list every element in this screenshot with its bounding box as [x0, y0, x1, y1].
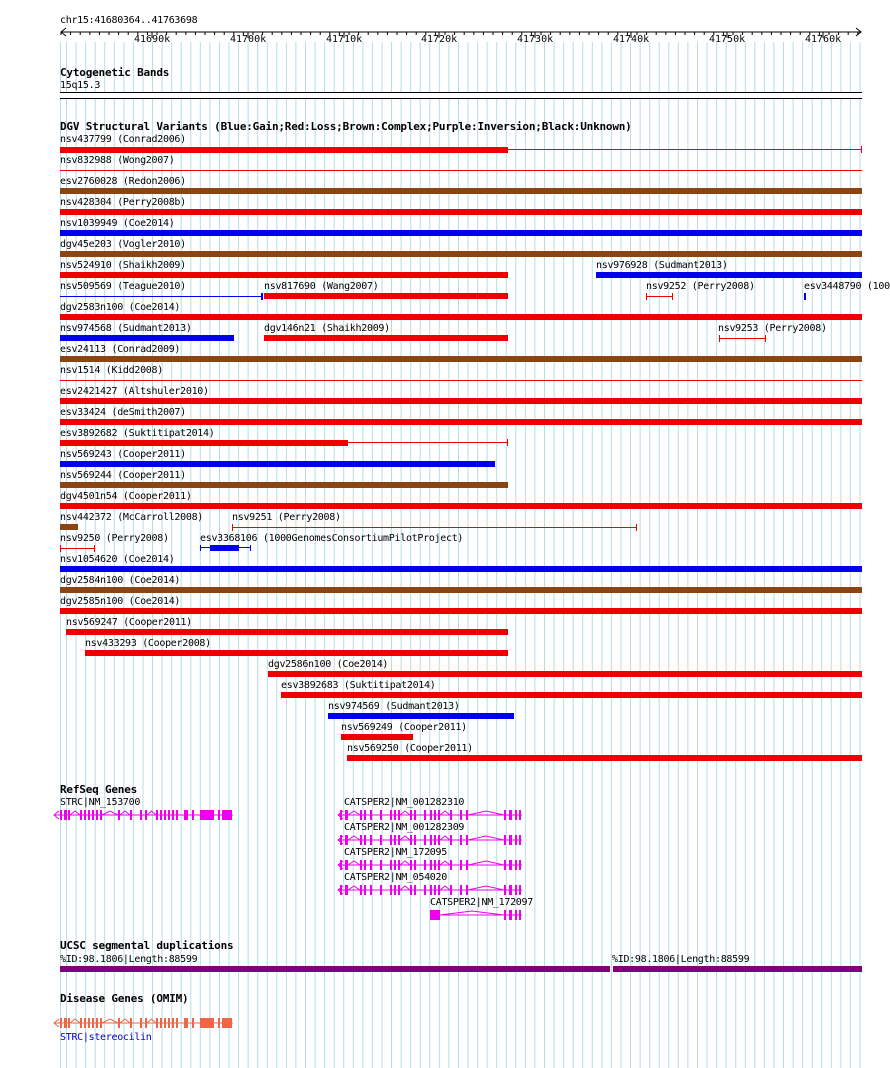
cytoband-label: 15q15.3 — [60, 80, 101, 91]
refseq-gene-label[interactable]: CATSPER2|NM_054020 — [344, 872, 447, 883]
dgv-variant-label[interactable]: esv3448790 (100 — [804, 281, 890, 292]
ruler-tick-label: 41750k — [709, 34, 746, 45]
segdup-track-title[interactable]: UCSC segmental duplications — [60, 939, 234, 952]
dgv-variant-label[interactable]: dgv2584n100 (Coe2014) — [60, 575, 181, 586]
dgv-variant-label[interactable]: dgv2586n100 (Coe2014) — [268, 659, 389, 670]
dgv-variant-label[interactable]: esv3892682 (Suktitipat2014) — [60, 428, 215, 439]
dgv-variant-label[interactable]: esv2421427 (Altshuler2010) — [60, 386, 209, 397]
dgv-variant-label[interactable]: nsv817690 (Wang2007) — [264, 281, 379, 292]
refseq-gene-label[interactable]: CATSPER2|NM_001282310 — [344, 797, 465, 808]
dgv-variant-label[interactable]: esv3892683 (Suktitipat2014) — [281, 680, 436, 691]
ruler-tick-label: 41760k — [805, 34, 842, 45]
ruler-tick-label: 41710k — [326, 34, 363, 45]
dgv-variant-label[interactable]: nsv832988 (Wong2007) — [60, 155, 175, 166]
dgv-variant-label[interactable]: esv33424 (deSmith2007) — [60, 407, 186, 418]
dgv-variant-label[interactable]: nsv428304 (Perry2008b) — [60, 197, 186, 208]
dgv-variant-label[interactable]: nsv1514 (Kidd2008) — [60, 365, 163, 376]
dgv-variant-label[interactable]: nsv1054620 (Coe2014) — [60, 554, 175, 565]
ruler-tick-label: 41720k — [421, 34, 458, 45]
dgv-variant-label[interactable]: nsv569244 (Cooper2011) — [60, 470, 186, 481]
dgv-track-title[interactable]: DGV Structural Variants (Blue:Gain;Red:Loss;Brown:Complex;Purple:Inversion;Black:Unknown) — [60, 120, 632, 133]
omim-link[interactable]: STRC|stereocilin — [60, 1032, 152, 1043]
dgv-variant-label[interactable]: esv2760028 (Redon2006) — [60, 176, 186, 187]
segdup-bar-1[interactable] — [60, 966, 610, 972]
dgv-variant-label[interactable]: dgv4501n54 (Cooper2011) — [60, 491, 192, 502]
dgv-variant-label[interactable]: nsv437799 (Conrad2006) — [60, 134, 186, 145]
dgv-variant-label[interactable]: nsv9252 (Perry2008) — [646, 281, 755, 292]
dgv-variant-label[interactable]: nsv9251 (Perry2008) — [232, 512, 341, 523]
dgv-variant-label[interactable]: nsv569249 (Cooper2011) — [341, 722, 467, 733]
segdup-label-2: %ID:98.1806|Length:88599 — [612, 954, 750, 965]
refseq-track-title[interactable]: RefSeq Genes — [60, 783, 138, 796]
dgv-variant-label[interactable]: nsv569243 (Cooper2011) — [60, 449, 186, 460]
dgv-variant-label[interactable]: nsv9253 (Perry2008) — [718, 323, 827, 334]
cytoband-track-title[interactable]: Cytogenetic Bands — [60, 66, 170, 79]
dgv-variant-label[interactable]: nsv974568 (Sudmant2013) — [60, 323, 192, 334]
refseq-gene-label[interactable]: CATSPER2|NM_172095 — [344, 847, 447, 858]
ruler-tick-label: 41690k — [134, 34, 171, 45]
dgv-variant-label[interactable]: nsv569247 (Cooper2011) — [66, 617, 192, 628]
refseq-gene-label[interactable]: CATSPER2|NM_172097 — [430, 897, 533, 908]
dgv-variant-label[interactable]: nsv524910 (Shaikh2009) — [60, 260, 186, 271]
dgv-variant-label[interactable]: dgv45e203 (Vogler2010) — [60, 239, 186, 250]
dgv-variant-label[interactable]: nsv433293 (Cooper2008) — [85, 638, 211, 649]
dgv-variant-label[interactable]: nsv9250 (Perry2008) — [60, 533, 169, 544]
dgv-variant-label[interactable]: dgv2583n100 (Coe2014) — [60, 302, 181, 313]
dgv-variant-label[interactable]: nsv442372 (McCarroll2008) — [60, 512, 204, 523]
ruler-tick-label: 41730k — [517, 34, 554, 45]
dgv-variant-label[interactable]: nsv976928 (Sudmant2013) — [596, 260, 728, 271]
refseq-gene-label[interactable]: CATSPER2|NM_001282309 — [344, 822, 465, 833]
dgv-variant-label[interactable]: nsv509569 (Teague2010) — [60, 281, 186, 292]
dgv-variant-label[interactable]: esv3368106 (1000GenomesConsortiumPilotProject) — [200, 533, 464, 544]
dgv-variant-label[interactable]: dgv146n21 (Shaikh2009) — [264, 323, 390, 334]
dgv-variant-label[interactable]: dgv2585n100 (Coe2014) — [60, 596, 181, 607]
dgv-variant-label[interactable]: nsv569250 (Cooper2011) — [347, 743, 473, 754]
ruler-position: chr15:41680364..41763698 — [60, 15, 198, 26]
dgv-variant-label[interactable]: nsv974569 (Sudmant2013) — [328, 701, 460, 712]
ruler-tick-label: 41700k — [230, 34, 267, 45]
dgv-variant-label[interactable]: nsv1039949 (Coe2014) — [60, 218, 175, 229]
segdup-label-1: %ID:98.1806|Length:88599 — [60, 954, 198, 965]
dgv-variant-label[interactable]: esv24113 (Conrad2009) — [60, 344, 181, 355]
refseq-gene-label[interactable]: STRC|NM_153700 — [60, 797, 141, 808]
ruler-tick-label: 41740k — [613, 34, 650, 45]
segdup-bar-2[interactable] — [613, 966, 862, 972]
omim-track-title[interactable]: Disease Genes (OMIM) — [60, 992, 189, 1005]
